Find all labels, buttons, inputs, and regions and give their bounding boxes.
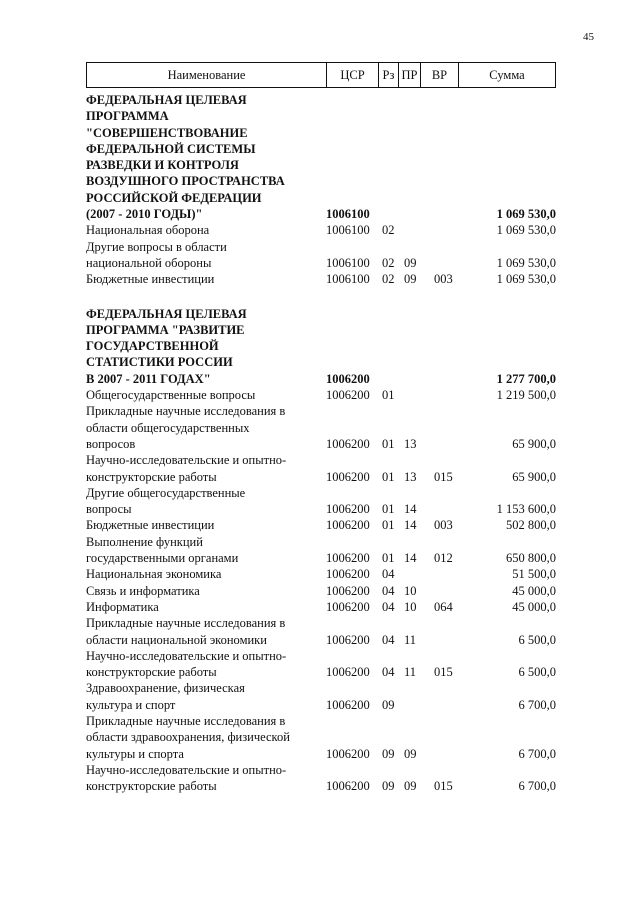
row-name	[86, 306, 326, 387]
row-name-line: Общегосударственные вопросы	[86, 388, 256, 403]
row-name-line: Прикладные научные исследования в	[86, 404, 286, 419]
row-rz: 09	[382, 697, 395, 712]
table-row	[86, 403, 556, 452]
row-sum: 1 069 530,0	[496, 223, 556, 238]
row-name	[86, 648, 326, 681]
row-csr: 1006200	[326, 371, 370, 386]
row-vr: 012	[434, 551, 453, 566]
row-rz: 04	[382, 632, 395, 647]
row-name-line: СТАТИСТИКИ РОССИИ	[86, 355, 233, 370]
header-sum: Сумма	[489, 67, 525, 82]
table-row	[86, 713, 556, 762]
row-name	[86, 92, 326, 222]
row-csr: 1006200	[326, 632, 370, 647]
row-name-line: Научно-исследовательские и опытно-	[86, 648, 287, 663]
row-sum: 45 000,0	[512, 599, 556, 614]
row-pr: 10	[404, 599, 417, 614]
row-rz: 09	[382, 779, 395, 794]
row-csr: 1006200	[326, 665, 370, 680]
header-vr: ВР	[421, 63, 459, 87]
row-name	[86, 485, 326, 518]
table-row	[86, 271, 556, 287]
table-row	[86, 222, 556, 238]
row-sum: 1 277 700,0	[496, 371, 556, 386]
row-rz: 01	[382, 518, 395, 533]
row-sum: 51 500,0	[512, 567, 556, 582]
row-rz: 04	[382, 583, 395, 598]
program-row	[86, 92, 556, 222]
row-name-line: ФЕДЕРАЛЬНАЯ ЦЕЛЕВАЯ	[86, 93, 247, 107]
row-name-line: вопросов	[86, 436, 136, 451]
table-row	[86, 762, 556, 795]
row-name-line: Здравоохранение, физическая	[86, 681, 245, 696]
row-name-line: РОССИЙСКОЙ ФЕДЕРАЦИИ	[86, 190, 262, 205]
row-rz: 04	[382, 599, 395, 614]
row-name-line: Прикладные научные исследования в	[86, 713, 286, 728]
row-sum: 65 900,0	[512, 436, 556, 451]
table-row	[86, 583, 556, 599]
row-sum: 6 700,0	[518, 697, 556, 712]
row-csr: 1006200	[326, 551, 370, 566]
table-row	[86, 680, 556, 713]
row-name-line: Связь и информатика	[86, 583, 200, 598]
row-csr: 1006200	[326, 518, 370, 533]
table-row	[86, 648, 556, 681]
row-sum: 1 069 530,0	[496, 255, 556, 270]
budget-table-body	[86, 92, 556, 794]
row-pr: 09	[404, 746, 417, 761]
row-name-line: ПРОГРАММА	[86, 109, 169, 124]
row-name-line: ПРОГРАММА "РАЗВИТИЕ	[86, 322, 245, 337]
table-row	[86, 566, 556, 582]
table-row	[86, 387, 556, 403]
row-pr: 13	[404, 469, 417, 484]
row-name-line: РАЗВЕДКИ И КОНТРОЛЯ	[86, 158, 239, 173]
row-sum: 6 500,0	[518, 632, 556, 647]
row-name	[86, 239, 326, 272]
row-name-line: области общегосударственных	[86, 420, 250, 435]
header-csr: ЦСР	[327, 63, 379, 87]
header-name: Наименование	[87, 63, 327, 87]
row-csr: 1006100	[326, 255, 370, 270]
row-rz: 01	[382, 502, 395, 517]
row-csr: 1006200	[326, 436, 370, 451]
row-name-line: ГОСУДАРСТВЕННОЙ	[86, 339, 219, 354]
row-rz: 02	[382, 223, 395, 238]
row-csr: 1006200	[326, 779, 370, 794]
row-sum: 650 800,0	[506, 551, 556, 566]
row-name	[86, 403, 326, 452]
row-name-line: государственными органами	[86, 551, 239, 566]
row-name	[86, 517, 326, 533]
row-sum: 1 153 600,0	[496, 502, 556, 517]
row-pr: 09	[404, 779, 417, 794]
row-rz: 02	[382, 272, 395, 287]
row-name-line: Прикладные научные исследования в	[86, 616, 286, 631]
row-name-line: Выполнение функций	[86, 534, 203, 549]
row-rz: 09	[382, 746, 395, 761]
row-name	[86, 452, 326, 485]
row-name	[86, 222, 326, 238]
row-name-line: культуры и спорта	[86, 746, 184, 761]
row-csr: 1006200	[326, 567, 370, 582]
row-pr: 09	[404, 272, 417, 287]
row-name-line: Информатика	[86, 599, 159, 614]
row-sum: 1 069 530,0	[496, 207, 556, 222]
row-rz: 04	[382, 567, 395, 582]
row-csr: 1006200	[326, 599, 370, 614]
row-pr: 14	[404, 518, 417, 533]
row-name-line: (2007 - 2010 ГОДЫ)"	[86, 207, 203, 222]
row-pr: 13	[404, 436, 417, 451]
row-csr: 1006200	[326, 469, 370, 484]
row-name-line: ВОЗДУШНОГО ПРОСТРАНСТВА	[86, 174, 285, 189]
row-vr: 003	[434, 272, 453, 287]
row-sum: 65 900,0	[512, 469, 556, 484]
table-header	[86, 62, 556, 88]
row-vr: 064	[434, 599, 453, 614]
table-row	[86, 517, 556, 533]
row-name-line: ФЕДЕРАЛЬНОЙ СИСТЕМЫ	[86, 141, 256, 156]
row-csr: 1006100	[326, 272, 370, 287]
row-name	[86, 599, 326, 615]
row-rz: 04	[382, 665, 395, 680]
row-sum: 45 000,0	[512, 583, 556, 598]
row-name	[86, 680, 326, 713]
row-name	[86, 534, 326, 567]
table-row	[86, 485, 556, 518]
row-csr: 1006200	[326, 388, 370, 403]
row-name-line: культура и спорт	[86, 697, 176, 712]
row-vr: 015	[434, 779, 453, 794]
row-sum: 6 700,0	[518, 746, 556, 761]
row-sum: 6 500,0	[518, 665, 556, 680]
row-rz: 01	[382, 388, 395, 403]
row-csr: 1006200	[326, 746, 370, 761]
row-pr: 11	[404, 665, 417, 680]
header-pr: ПР	[399, 63, 421, 87]
row-name-line: вопросы	[86, 502, 132, 517]
row-name-line: конструкторские работы	[86, 779, 217, 794]
row-name-line: конструкторские работы	[86, 469, 217, 484]
program-row	[86, 306, 556, 387]
table-row	[86, 615, 556, 648]
row-csr: 1006200	[326, 502, 370, 517]
row-name-line: конструкторские работы	[86, 665, 217, 680]
row-sum: 502 800,0	[506, 518, 556, 533]
table-row	[86, 452, 556, 485]
header-rz: Рз	[379, 63, 399, 87]
row-vr: 003	[434, 518, 453, 533]
row-name-line: Национальная экономика	[86, 567, 222, 582]
row-pr: 14	[404, 502, 417, 517]
row-rz: 01	[382, 436, 395, 451]
row-name-line: Другие общегосударственные	[86, 485, 246, 500]
row-name-line: Научно-исследовательские и опытно-	[86, 762, 287, 777]
row-csr: 1006200	[326, 583, 370, 598]
row-sum: 1 069 530,0	[496, 272, 556, 287]
row-name-line: национальной обороны	[86, 255, 212, 270]
row-pr: 14	[404, 551, 417, 566]
row-rz: 01	[382, 469, 395, 484]
row-name-line: Национальная оборона	[86, 223, 210, 238]
row-name	[86, 387, 326, 403]
row-name	[86, 615, 326, 648]
row-name-line: ФЕДЕРАЛЬНАЯ ЦЕЛЕВАЯ	[86, 306, 247, 321]
row-name-line: В 2007 - 2011 ГОДАХ"	[86, 371, 211, 386]
row-name	[86, 271, 326, 287]
row-pr: 11	[404, 632, 417, 647]
table-row	[86, 239, 556, 272]
page-number: 45	[583, 31, 594, 43]
row-name-line: Научно-исследовательские и опытно-	[86, 453, 287, 468]
row-name	[86, 583, 326, 599]
row-csr: 1006100	[326, 223, 370, 238]
row-vr: 015	[434, 469, 453, 484]
row-sum: 1 219 500,0	[496, 388, 556, 403]
row-rz: 02	[382, 255, 395, 270]
row-csr: 1006100	[326, 207, 370, 222]
row-name	[86, 713, 326, 762]
row-vr: 015	[434, 665, 453, 680]
row-name	[86, 762, 326, 795]
row-rz: 01	[382, 551, 395, 566]
row-name-line: области национальной экономики	[86, 632, 267, 647]
row-name	[86, 566, 326, 582]
row-name-line: "СОВЕРШЕНСТВОВАНИЕ	[86, 125, 248, 140]
table-row	[86, 599, 556, 615]
row-name-line: Бюджетные инвестиции	[86, 518, 215, 533]
row-pr: 10	[404, 583, 417, 598]
row-name-line: Бюджетные инвестиции	[86, 272, 215, 287]
row-csr: 1006200	[326, 697, 370, 712]
row-name-line: Другие вопросы в области	[86, 239, 227, 254]
row-pr: 09	[404, 255, 417, 270]
row-name-line: области здравоохранения, физической	[86, 730, 290, 745]
table-row	[86, 534, 556, 567]
row-sum: 6 700,0	[518, 779, 556, 794]
